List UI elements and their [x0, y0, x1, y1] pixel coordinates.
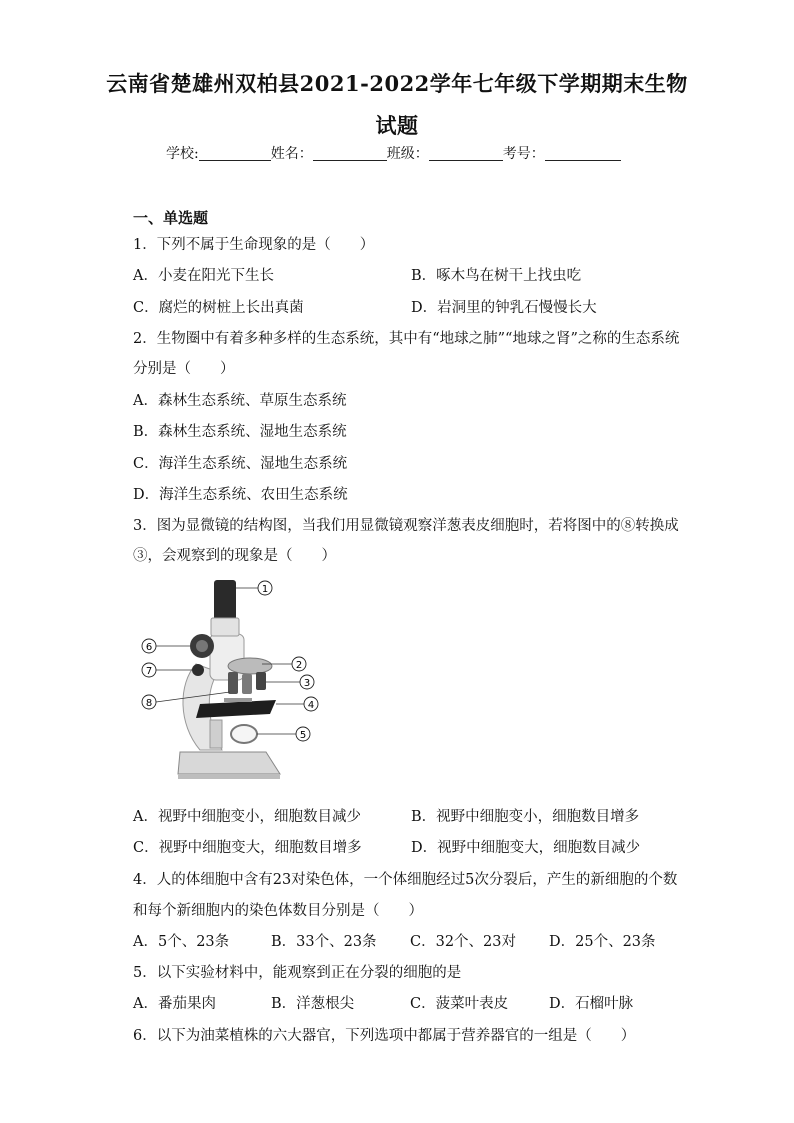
label-1	[258, 581, 272, 595]
question-6-stem: 6．以下为油菜植株的六大器官，下列选项中都属于营养器官的一组是（ ）	[133, 1028, 636, 1044]
microscope-figure	[138, 574, 328, 784]
svg-text:3: 3	[303, 678, 311, 689]
svg-text:2: 2	[295, 660, 303, 671]
question-2-option-c[interactable]: C．海洋生态系统、湿地生态系统	[133, 456, 348, 472]
label-8	[142, 695, 156, 709]
question-2-option-d[interactable]: D．海洋生态系统、农田生态系统	[133, 487, 348, 503]
question-3-option-d[interactable]: D．视野中细胞变大，细胞数目减少	[411, 840, 641, 856]
svg-text:5: 5	[299, 730, 307, 741]
svg-text:4: 4	[307, 700, 315, 711]
label-7	[142, 663, 156, 677]
question-4-stem-line1: 4．人的体细胞中含有23对染色体，一个体细胞经过5次分裂后，产生的新细胞的个数	[133, 872, 678, 888]
question-4-option-c[interactable]: C．32个、23对	[410, 934, 516, 950]
question-2-stem-line2: 分别是（ ）	[133, 361, 235, 377]
class-label: 班级：	[386, 146, 429, 162]
question-4-option-a[interactable]: A．5个、23条	[133, 934, 230, 950]
question-2-option-b[interactable]: B．森林生态系统、湿地生态系统	[133, 424, 347, 440]
question-1-stem: 1．下列不属于生命现象的是（ ）	[133, 237, 375, 253]
svg-text:7: 7	[145, 666, 153, 677]
question-5-option-d[interactable]: D．石榴叶脉	[549, 996, 634, 1012]
question-3-option-a[interactable]: A．视野中细胞变小，细胞数目减少	[133, 809, 361, 825]
svg-text:8: 8	[145, 698, 153, 709]
label-6	[142, 639, 156, 653]
question-3-stem-line2: ③，会观察到的现象是（ ）	[133, 548, 336, 564]
question-5-option-c[interactable]: C．菠菜叶表皮	[410, 996, 509, 1012]
question-4-stem-line2: 和每个新细胞内的染色体数目分别是（ ）	[133, 903, 423, 919]
exam-no-blank[interactable]	[545, 146, 621, 161]
page-title: 云南省楚雄州双柏县2021-2022学年七年级下学期期末生物	[106, 71, 688, 96]
school-blank[interactable]	[199, 146, 271, 161]
question-3-option-b[interactable]: B．视野中细胞变小，细胞数目增多	[411, 809, 640, 825]
microscope-drawing	[138, 574, 328, 784]
label-2	[292, 657, 306, 671]
question-1-option-c[interactable]: C．腐烂的树桩上长出真菌	[133, 300, 304, 316]
name-blank[interactable]	[313, 146, 387, 161]
question-1-option-a[interactable]: A．小麦在阳光下生长	[133, 268, 274, 284]
svg-text:1: 1	[261, 584, 269, 595]
exam-no-label: 考号：	[502, 146, 545, 162]
svg-text:6: 6	[145, 642, 153, 653]
student-info-line	[166, 143, 621, 163]
question-1-option-b[interactable]: B．啄木鸟在树干上找虫吃	[411, 268, 582, 284]
section-title: 一、单选题	[133, 209, 209, 227]
label-5	[296, 727, 310, 741]
question-5-stem: 5．以下实验材料中，能观察到正在分裂的细胞的是	[133, 965, 462, 981]
question-4-option-d[interactable]: D．25个、23条	[549, 934, 656, 950]
question-3-option-c[interactable]: C．视野中细胞变大，细胞数目增多	[133, 840, 362, 856]
question-5-option-b[interactable]: B．洋葱根尖	[271, 996, 355, 1012]
class-blank[interactable]	[429, 146, 503, 161]
question-2-stem-line1: 2．生物圈中有着多种多样的生态系统，其中有“地球之肺”“地球之肾”之称的生态系统	[133, 331, 680, 347]
label-3	[300, 675, 314, 689]
question-1-option-d[interactable]: D．岩洞里的钟乳石慢慢长大	[411, 300, 597, 316]
question-4-option-b[interactable]: B．33个、23条	[271, 934, 377, 950]
question-3-stem-line1: 3．图为显微镜的结构图，当我们用显微镜观察洋葱表皮细胞时，若将图中的⑧转换成	[133, 518, 679, 534]
label-4	[304, 697, 318, 711]
question-2-option-a[interactable]: A．森林生态系统、草原生态系统	[133, 393, 347, 409]
question-5-option-a[interactable]: A．番茄果肉	[133, 996, 216, 1012]
page-subtitle: 试题	[375, 113, 419, 138]
school-label: 学校:	[166, 146, 199, 162]
name-label: 姓名：	[270, 146, 313, 162]
